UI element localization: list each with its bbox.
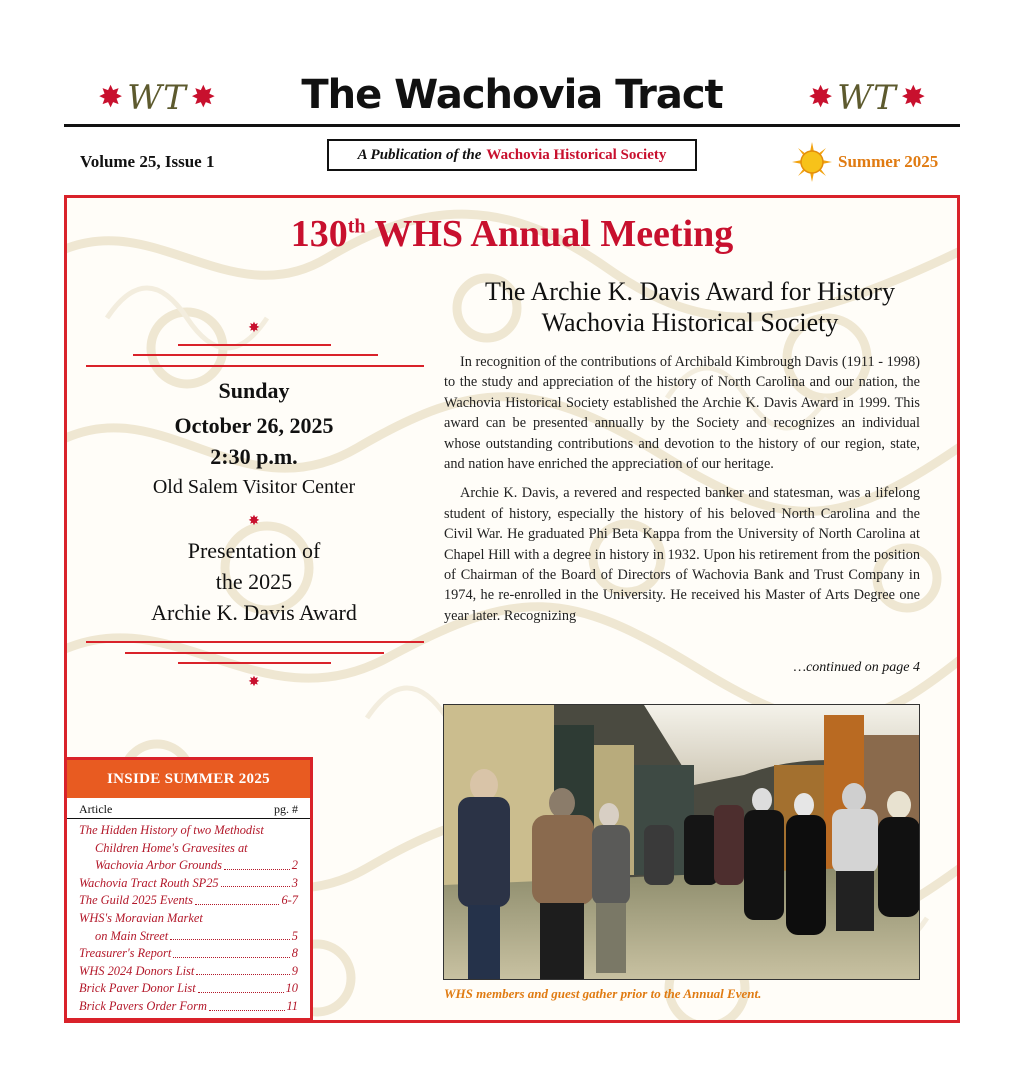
star-icon: ✸ <box>808 80 834 115</box>
contents-item[interactable] <box>79 892 298 910</box>
masthead-rule <box>64 124 960 127</box>
event-day: Sunday <box>218 378 290 403</box>
article-paragraph-1: In recognition of the contributions of Archibald Kimbrough Davis (1911 - 1998) to the study and appreciation of the history of North Carolina and our nation, the Wachovia Historical Society established the Archie K. Davis Award in 1999. This award can be presented annually by the Society and recognizes an individual whose outstanding contributions and devotion to the history of our region, state, and nation have enriched the appreciation of our heritage. <box>444 354 920 473</box>
contents-item-title: The Hidden History of two Methodist <box>79 823 264 837</box>
col-page: pg. # <box>274 802 298 816</box>
contents-item-title: The Guild 2025 Events <box>79 893 193 908</box>
star-icon: ✸ <box>98 80 124 115</box>
contents-item-title: on Main Street <box>95 928 169 943</box>
divider-line <box>86 365 424 367</box>
event-venue: Old Salem Visitor Center <box>152 476 356 498</box>
inside-column-headers <box>67 798 310 819</box>
season-text: Summer 2025 <box>838 152 939 171</box>
headline-text: WHS Annual Meeting <box>365 213 734 255</box>
star-divider-icon: ✸ <box>248 513 260 529</box>
star-divider-icon: ✸ <box>248 674 260 690</box>
award-title-line2: Wachovia Historical Society <box>541 308 839 337</box>
issue-label: Volume 25, Issue 1 <box>80 152 215 171</box>
sun-icon <box>792 142 832 182</box>
inside-heading: INSIDE SUMMER 2025 <box>67 760 310 798</box>
contents-item-page: 2 <box>291 858 298 873</box>
inside-contents-box <box>64 757 313 1021</box>
contents-item-page: 6-7 <box>281 893 298 908</box>
contents-item[interactable] <box>79 875 298 893</box>
contents-item[interactable] <box>79 910 298 945</box>
continued-link[interactable]: …continued on page 4 <box>793 660 920 675</box>
contents-item-title: WHS's Moravian Market <box>79 910 203 925</box>
masthead-title: The Wachovia Tract <box>301 72 723 118</box>
presentation-line2: the 2025 <box>215 569 293 594</box>
contents-item[interactable] <box>79 945 298 963</box>
publication-prefix: A Publication of the <box>357 146 482 163</box>
star-icon: ✸ <box>190 80 216 115</box>
contents-item-page: 3 <box>291 875 298 890</box>
award-title-line1: The Archie K. Davis Award for History <box>485 277 895 306</box>
divider-line <box>178 344 331 346</box>
publication-society: Wachovia Historical Society <box>486 146 667 163</box>
divider-line <box>86 641 424 643</box>
article-paragraph-2: Archie K. Davis, a revered and respected banker and statesman, was a lifelong student of history, especially the history of his beloved North Carolina and the Civil War. He graduated Phi Beta Kappa from the University of North Carolina at Chapel Hill with a degree in history in 1932. Upon his retirement from the position of Chairman of the Board of Directors of Wachovia Bank and Trust Company in 1974, he re-enrolled in the University. He received his Master of Arts Degree one year later. Recognizing <box>444 485 920 624</box>
contents-item-page: 10 <box>285 981 298 996</box>
divider-line <box>133 354 378 356</box>
photo-illustration <box>444 705 920 980</box>
contents-item-title: Wachovia Tract Routh SP25 <box>79 875 219 890</box>
event-photo <box>443 704 920 980</box>
presentation-block <box>84 535 424 628</box>
presentation-line3: Archie K. Davis Award <box>151 600 357 625</box>
headline-sup: th <box>347 215 366 238</box>
divider-line <box>125 652 384 654</box>
contents-item[interactable] <box>79 963 298 981</box>
contents-list <box>67 822 310 1016</box>
contents-item[interactable] <box>79 998 298 1016</box>
publication-box <box>327 139 697 171</box>
headline <box>0 212 1024 256</box>
contents-item-page: 5 <box>291 928 298 943</box>
wt-logo-right <box>808 78 926 118</box>
headline-number: 130 <box>290 213 348 255</box>
contents-item-page: 8 <box>291 946 298 961</box>
divider-line <box>178 662 331 664</box>
contents-item-title: WHS 2024 Donors List <box>79 963 195 978</box>
contents-item-title: Children Home's Gravesites at <box>95 840 248 855</box>
contents-item-title: Brick Pavers Order Form <box>79 998 207 1013</box>
photo-caption: WHS members and guest gather prior to the Annual Event. <box>444 986 762 1001</box>
contents-item[interactable] <box>79 822 298 875</box>
contents-item[interactable] <box>79 980 298 998</box>
article-body <box>444 352 920 626</box>
wt-logo-text: WT <box>127 78 187 118</box>
star-icon: ✸ <box>900 80 926 115</box>
presentation-line1: Presentation of <box>187 538 321 563</box>
contents-item-page: 9 <box>291 963 298 978</box>
event-time: 2:30 p.m. <box>210 444 298 469</box>
col-article: Article <box>79 802 113 816</box>
event-date: October 26, 2025 <box>174 413 334 438</box>
contents-item-title: Brick Paver Donor List <box>79 981 196 996</box>
wt-logo-text: WT <box>837 78 897 118</box>
contents-item-title: Treasurer's Report <box>79 946 172 961</box>
award-title <box>440 276 940 338</box>
star-divider-icon: ✸ <box>248 320 260 336</box>
season-label <box>792 142 938 182</box>
contents-item-page: 11 <box>286 998 298 1013</box>
contents-item-title: Wachovia Arbor Grounds <box>95 858 222 873</box>
